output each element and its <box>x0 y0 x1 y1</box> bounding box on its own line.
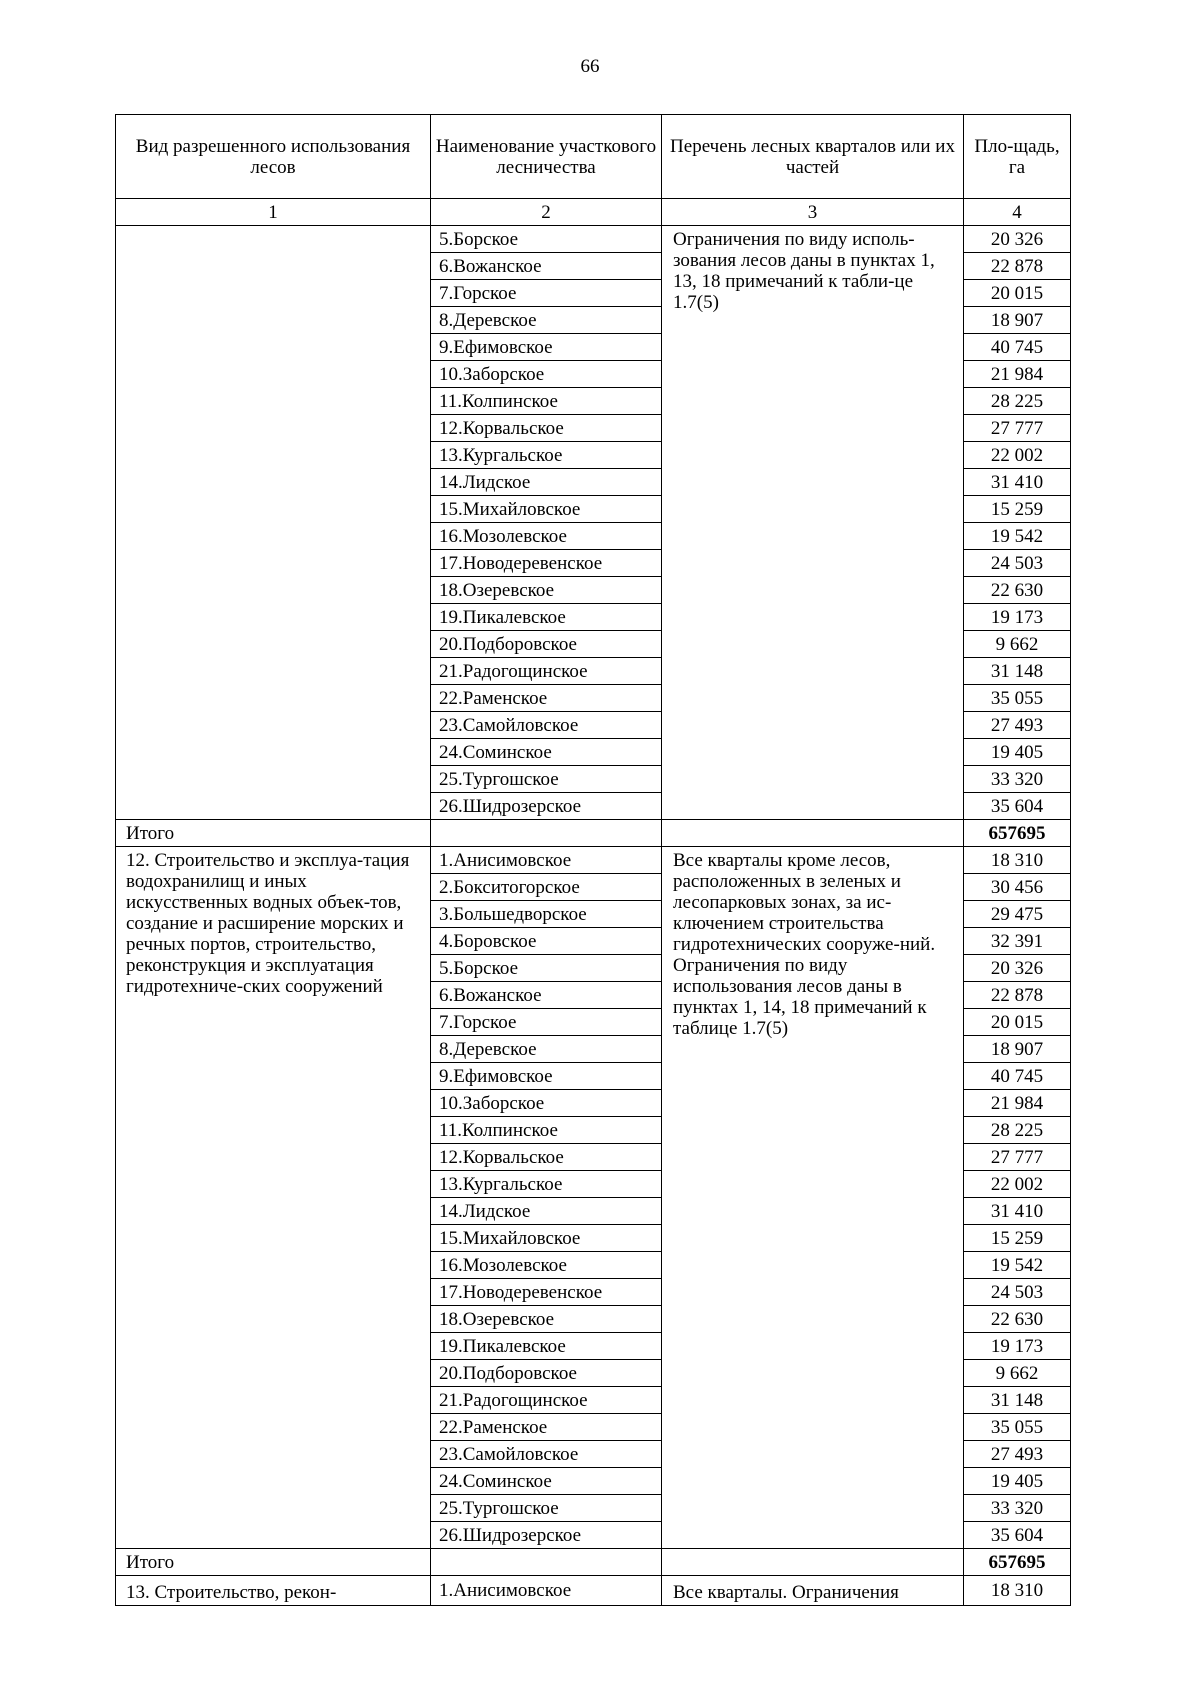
header-forestry-name: Наименование участкового лесничества <box>431 115 662 199</box>
area-cell: 35 604 <box>964 1522 1071 1549</box>
forestry-name-cell: 16.Мозолевское <box>431 523 662 550</box>
area-cell: 28 225 <box>964 1117 1071 1144</box>
forestry-name-cell: 18.Озеревское <box>431 1306 662 1333</box>
area-cell: 33 320 <box>964 766 1071 793</box>
forestry-name-cell: 7.Горское <box>431 1009 662 1036</box>
total-row <box>116 820 1071 847</box>
forestry-name-cell: 17.Новодеревенское <box>431 550 662 577</box>
forestry-name-cell: 12.Корвальское <box>431 1144 662 1171</box>
header-area: Пло-щадь, га <box>964 115 1071 199</box>
forestry-name-cell: 4.Боровское <box>431 928 662 955</box>
forestry-name-cell: 22.Раменское <box>431 685 662 712</box>
area-cell: 18 310 <box>964 847 1071 874</box>
total-area: 657695 <box>964 820 1071 847</box>
total-label: Итого <box>116 1549 431 1576</box>
forestry-name-cell: 13.Кургальское <box>431 1171 662 1198</box>
area-cell: 32 391 <box>964 928 1071 955</box>
area-cell: 31 410 <box>964 1198 1071 1225</box>
area-cell: 19 542 <box>964 523 1071 550</box>
area-cell: 20 326 <box>964 226 1071 253</box>
forestry-name-cell: 5.Борское <box>431 226 662 253</box>
area-cell: 20 326 <box>964 955 1071 982</box>
area-cell: 22 630 <box>964 1306 1071 1333</box>
area-cell: 28 225 <box>964 388 1071 415</box>
area-cell: 35 604 <box>964 793 1071 820</box>
forest-use-table <box>115 114 1071 1606</box>
forestry-name-cell: 20.Подборовское <box>431 631 662 658</box>
area-cell: 18 310 <box>964 1576 1071 1606</box>
forestry-name-cell: 22.Раменское <box>431 1414 662 1441</box>
area-cell: 19 173 <box>964 604 1071 631</box>
area-cell: 15 259 <box>964 496 1071 523</box>
forestry-name-cell: 8.Деревское <box>431 1036 662 1063</box>
empty-cell <box>662 820 964 847</box>
area-cell: 9 662 <box>964 1360 1071 1387</box>
area-cell: 22 630 <box>964 577 1071 604</box>
area-cell: 35 055 <box>964 685 1071 712</box>
forestry-name-cell: 25.Тургошское <box>431 1495 662 1522</box>
area-cell: 22 878 <box>964 253 1071 280</box>
forestry-name-cell: 21.Радогощинское <box>431 658 662 685</box>
area-cell: 22 002 <box>964 1171 1071 1198</box>
forestry-name-cell: 1.Анисимовское <box>431 1576 662 1606</box>
page-number: 66 <box>580 56 600 77</box>
forestry-name-cell: 17.Новодеревенское <box>431 1279 662 1306</box>
area-cell: 33 320 <box>964 1495 1071 1522</box>
forestry-name-cell: 10.Заборское <box>431 361 662 388</box>
area-cell: 19 542 <box>964 1252 1071 1279</box>
area-cell: 30 456 <box>964 874 1071 901</box>
forestry-name-cell: 1.Анисимовское <box>431 847 662 874</box>
column-number: 2 <box>431 199 662 226</box>
area-cell: 29 475 <box>964 901 1071 928</box>
permitted-use-cell: 12. Строительство и эксплуа-тация водохранилищ и иных искусственных водных объек-тов, создание и расширение морских и речных портов, строительство, реконструкция и эксплуатация гидротехниче-ских сооружений <box>116 847 431 1549</box>
area-cell: 18 907 <box>964 307 1071 334</box>
empty-cell <box>431 1549 662 1576</box>
forestry-name-cell: 2.Бокситогорское <box>431 874 662 901</box>
forestry-name-cell: 20.Подборовское <box>431 1360 662 1387</box>
table-header-row <box>116 115 1071 199</box>
forestry-name-cell: 16.Мозолевское <box>431 1252 662 1279</box>
area-cell: 21 984 <box>964 361 1071 388</box>
area-cell: 20 015 <box>964 280 1071 307</box>
table-row <box>116 226 1071 253</box>
forestry-name-cell: 9.Ефимовское <box>431 1063 662 1090</box>
forestry-name-cell: 6.Вожанское <box>431 982 662 1009</box>
area-cell: 9 662 <box>964 631 1071 658</box>
area-cell: 21 984 <box>964 1090 1071 1117</box>
area-cell: 31 410 <box>964 469 1071 496</box>
area-cell: 35 055 <box>964 1414 1071 1441</box>
total-label: Итого <box>116 820 431 847</box>
forestry-name-cell: 11.Колпинское <box>431 388 662 415</box>
forestry-name-cell: 9.Ефимовское <box>431 334 662 361</box>
area-cell: 27 493 <box>964 712 1071 739</box>
area-cell: 24 503 <box>964 550 1071 577</box>
area-cell: 15 259 <box>964 1225 1071 1252</box>
header-quarters-list: Перечень лесных кварталов или их частей <box>662 115 964 199</box>
forestry-name-cell: 14.Лидское <box>431 469 662 496</box>
forestry-name-cell: 23.Самойловское <box>431 1441 662 1468</box>
forestry-name-cell: 19.Пикалевское <box>431 604 662 631</box>
forestry-name-cell: 24.Соминское <box>431 1468 662 1495</box>
forestry-name-cell: 6.Вожанское <box>431 253 662 280</box>
area-cell: 27 777 <box>964 415 1071 442</box>
permitted-use-cell: 13. Строительство, рекон- <box>116 1576 431 1606</box>
forestry-name-cell: 23.Самойловское <box>431 712 662 739</box>
forestry-name-cell: 26.Шидрозерское <box>431 793 662 820</box>
forestry-name-cell: 24.Соминское <box>431 739 662 766</box>
header-permitted-use: Вид разрешенного использования лесов <box>116 115 431 199</box>
area-cell: 18 907 <box>964 1036 1071 1063</box>
quarters-list-cell: Ограничения по виду исполь-зования лесов даны в пунктах 1, 13, 18 примечаний к табли-це 1.7(5) <box>662 226 964 820</box>
total-area: 657695 <box>964 1549 1071 1576</box>
forestry-name-cell: 25.Тургошское <box>431 766 662 793</box>
area-cell: 22 002 <box>964 442 1071 469</box>
area-cell: 24 503 <box>964 1279 1071 1306</box>
area-cell: 19 173 <box>964 1333 1071 1360</box>
area-cell: 31 148 <box>964 658 1071 685</box>
column-number: 4 <box>964 199 1071 226</box>
forestry-name-cell: 21.Радогощинское <box>431 1387 662 1414</box>
forestry-name-cell: 15.Михайловское <box>431 1225 662 1252</box>
area-cell: 40 745 <box>964 334 1071 361</box>
area-cell: 19 405 <box>964 739 1071 766</box>
column-number-row <box>116 199 1071 226</box>
quarters-list-cell: Все кварталы. Ограничения <box>662 1576 964 1606</box>
forestry-name-cell: 15.Михайловское <box>431 496 662 523</box>
area-cell: 22 878 <box>964 982 1071 1009</box>
forestry-name-cell: 3.Большедворское <box>431 901 662 928</box>
column-number: 1 <box>116 199 431 226</box>
table-row <box>116 847 1071 874</box>
permitted-use-cell <box>116 226 431 820</box>
empty-cell <box>662 1549 964 1576</box>
area-cell: 20 015 <box>964 1009 1071 1036</box>
forestry-name-cell: 8.Деревское <box>431 307 662 334</box>
forestry-name-cell: 18.Озеревское <box>431 577 662 604</box>
area-cell: 27 777 <box>964 1144 1071 1171</box>
area-cell: 40 745 <box>964 1063 1071 1090</box>
area-cell: 31 148 <box>964 1387 1071 1414</box>
forestry-name-cell: 12.Корвальское <box>431 415 662 442</box>
forestry-name-cell: 7.Горское <box>431 280 662 307</box>
total-row <box>116 1549 1071 1576</box>
forestry-name-cell: 13.Кургальское <box>431 442 662 469</box>
forestry-name-cell: 14.Лидское <box>431 1198 662 1225</box>
forestry-name-cell: 10.Заборское <box>431 1090 662 1117</box>
area-cell: 27 493 <box>964 1441 1071 1468</box>
forestry-name-cell: 5.Борское <box>431 955 662 982</box>
forestry-name-cell: 26.Шидрозерское <box>431 1522 662 1549</box>
table-row <box>116 1576 1071 1606</box>
forestry-name-cell: 19.Пикалевское <box>431 1333 662 1360</box>
quarters-list-cell: Все кварталы кроме лесов, расположенных в зеленых и лесопарковых зонах, за ис-ключением строительства гидротехнических сооруже-ний. Ограничения по виду использования лесов даны в пунктах 1, 14, 18 примечаний к таблице 1.7(5) <box>662 847 964 1549</box>
empty-cell <box>431 820 662 847</box>
column-number: 3 <box>662 199 964 226</box>
forestry-name-cell: 11.Колпинское <box>431 1117 662 1144</box>
area-cell: 19 405 <box>964 1468 1071 1495</box>
